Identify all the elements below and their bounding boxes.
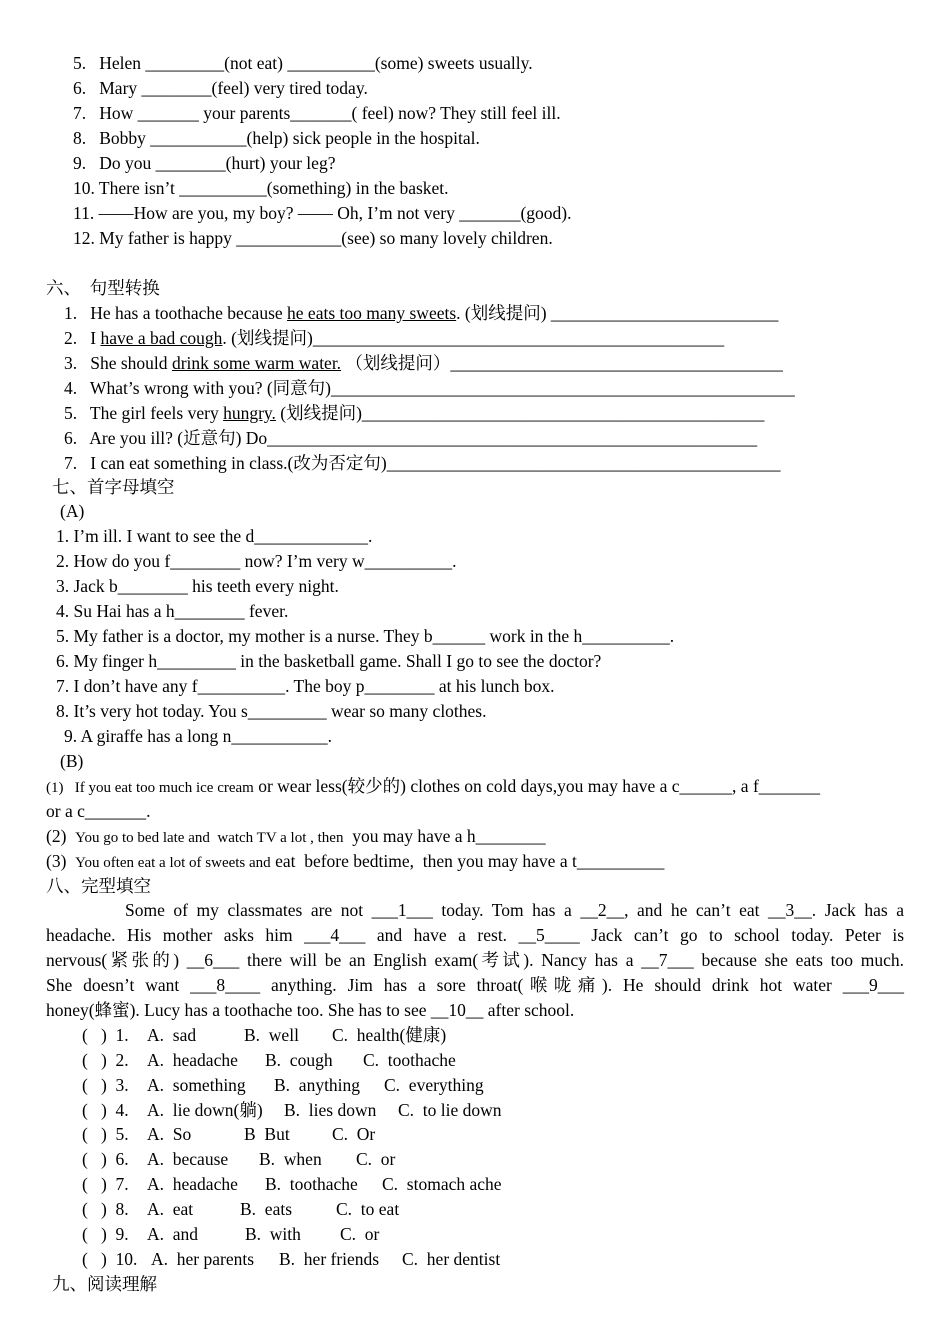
- part5-item-5: 5. Helen _________(not eat) __________(some) sweets usually.: [73, 53, 533, 73]
- part7-sub-b: (B): [60, 751, 84, 771]
- part6-item-4: 4. What’s wrong with you? (同意句)_____________________________________________________: [64, 378, 795, 398]
- choice-option-b: B. when: [259, 1149, 322, 1169]
- part6-item-5: 5. The girl feels very hungry. (划线提问)______________________________________________: [64, 403, 765, 423]
- choice-number: ( ) 9.: [82, 1224, 129, 1244]
- choice-option-c: C. her dentist: [402, 1249, 501, 1269]
- choice-option-c: C. or: [356, 1149, 396, 1169]
- choice-number: ( ) 6.: [82, 1149, 129, 1169]
- choice-number: ( ) 5.: [82, 1124, 129, 1144]
- part7-b-item-1-cont: or a c_______.: [46, 801, 151, 821]
- part7-sub-a: (A): [60, 501, 85, 521]
- part6-item-3: 3. She should drink some warm water. （划线提问）______________________________________: [64, 353, 783, 373]
- choice-option-b: B. cough: [265, 1050, 333, 1070]
- choice-option-b: B. anything: [274, 1075, 361, 1095]
- choice-option-b: B But: [244, 1124, 290, 1144]
- choice-option-a: A. sad: [147, 1025, 197, 1045]
- cloze-passage-line-1: Some of my classmates are not ___1___ today. Tom has a __2__, and he can’t eat __3__. Jack has a: [125, 900, 904, 920]
- part5-item-9: 9. Do you ________(hurt) your leg?: [73, 153, 336, 173]
- choice-option-a: A. because: [147, 1149, 229, 1169]
- part5-item-11: 11. ——How are you, my boy? —— Oh, I’m not very _______(good).: [73, 203, 572, 223]
- part5-item-10: 10. There isn’t __________(something) in the basket.: [73, 178, 449, 198]
- part7-a-item-3: 3. Jack b________ his teeth every night.: [56, 576, 339, 596]
- choice-number: ( ) 7.: [82, 1174, 129, 1194]
- part7-a-item-9: 9. A giraffe has a long n___________.: [64, 726, 332, 746]
- part7-a-item-4: 4. Su Hai has a h________ fever.: [56, 601, 289, 621]
- part5-item-12: 12. My father is happy ____________(see) so many lovely children.: [73, 228, 553, 248]
- choice-option-b: B. with: [245, 1224, 301, 1244]
- part7-heading: 七、首字母填空: [52, 477, 175, 497]
- part5-item-8: 8. Bobby ___________(help) sick people in the hospital.: [73, 128, 480, 148]
- part7-b-item-3: (3) You often eat a lot of sweets and eat before bedtime, then you may have a t__________: [46, 851, 665, 871]
- choice-option-b: B. well: [244, 1025, 299, 1045]
- part7-a-item-7: 7. I don’t have any f__________. The boy p________ at his lunch box.: [56, 676, 555, 696]
- part7-a-item-1: 1. I’m ill. I want to see the d_____________.: [56, 526, 373, 546]
- choice-option-b: B. toothache: [265, 1174, 358, 1194]
- choice-option-a: A. and: [147, 1224, 199, 1244]
- part7-a-item-5: 5. My father is a doctor, my mother is a nurse. They b______ work in the h__________.: [56, 626, 675, 646]
- choice-number: ( ) 1.: [82, 1025, 129, 1045]
- choice-option-c: C. Or: [332, 1124, 376, 1144]
- cloze-passage-line-2: headache. His mother asks him ___4___ and have a rest. __5____ Jack can’t go to school today. Peter is: [46, 925, 904, 945]
- cloze-passage-line-4: She doesn’t want ___8____ anything. Jim has a sore throat(喉咙痛). He should drink hot water ___9___: [46, 975, 904, 995]
- choice-option-c: C. stomach ache: [382, 1174, 502, 1194]
- choice-option-a: A. headache: [147, 1050, 238, 1070]
- part9-heading: 九、阅读理解: [52, 1274, 157, 1294]
- part7-a-item-8: 8. It’s very hot today. You s_________ wear so many clothes.: [56, 701, 487, 721]
- part6-item-1: 1. He has a toothache because he eats too many sweets. (划线提问) __________________________: [64, 303, 779, 323]
- choice-option-b: B. her friends: [279, 1249, 380, 1269]
- choice-number: ( ) 3.: [82, 1075, 129, 1095]
- part7-b-item-2: (2) You go to bed late and watch TV a lot , then you may have a h________: [46, 826, 546, 846]
- choice-number: ( ) 10.: [82, 1249, 138, 1269]
- choice-option-c: C. health(健康): [332, 1025, 447, 1045]
- part5-item-7: 7. How _______ your parents_______( feel) now? They still feel ill.: [73, 103, 561, 123]
- choice-number: ( ) 2.: [82, 1050, 129, 1070]
- choice-number: ( ) 8.: [82, 1199, 129, 1219]
- part6-item-7: 7. I can eat something in class.(改为否定句)_____________________________________________: [64, 453, 781, 473]
- choice-option-a: A. something: [147, 1075, 246, 1095]
- choice-option-c: C. to eat: [336, 1199, 400, 1219]
- choice-option-b: B. lies down: [284, 1100, 377, 1120]
- choice-option-c: C. everything: [384, 1075, 484, 1095]
- part7-b-item-1: (1) If you eat too much ice cream or wear less(较少的) clothes on cold days,you may have a c______, a f_______: [46, 776, 821, 796]
- part6-item-6: 6. Are you ill? (近意句) Do________________________________________________________: [64, 428, 758, 448]
- part7-a-item-2: 2. How do you f________ now? I’m very w__________.: [56, 551, 457, 571]
- choice-option-c: C. to lie down: [398, 1100, 502, 1120]
- choice-option-c: C. toothache: [363, 1050, 456, 1070]
- choice-option-c: C. or: [340, 1224, 380, 1244]
- choice-option-a: A. headache: [147, 1174, 238, 1194]
- choice-option-b: B. eats: [240, 1199, 293, 1219]
- choice-option-a: A. lie down(躺): [147, 1100, 263, 1120]
- part8-heading: 八、完型填空: [46, 876, 151, 896]
- choice-option-a: A. So: [147, 1124, 192, 1144]
- part6-item-2: 2. I have a bad cough. (划线提问)_______________________________________________: [64, 328, 725, 348]
- choice-number: ( ) 4.: [82, 1100, 129, 1120]
- part6-heading: 六、 句型转换: [46, 278, 160, 298]
- part5-item-6: 6. Mary ________(feel) very tired today.: [73, 78, 368, 98]
- cloze-passage-line-3: nervous(紧张的) __6___ there will be an English exam(考试). Nancy has a __7___ because she eats too much.: [46, 950, 904, 970]
- choice-option-a: A. her parents: [151, 1249, 255, 1269]
- cloze-passage-line-5: honey(蜂蜜). Lucy has a toothache too. She has to see __10__ after school.: [46, 1000, 575, 1020]
- part7-a-item-6: 6. My finger h_________ in the basketball game. Shall I go to see the doctor?: [56, 651, 602, 671]
- choice-option-a: A. eat: [147, 1199, 194, 1219]
